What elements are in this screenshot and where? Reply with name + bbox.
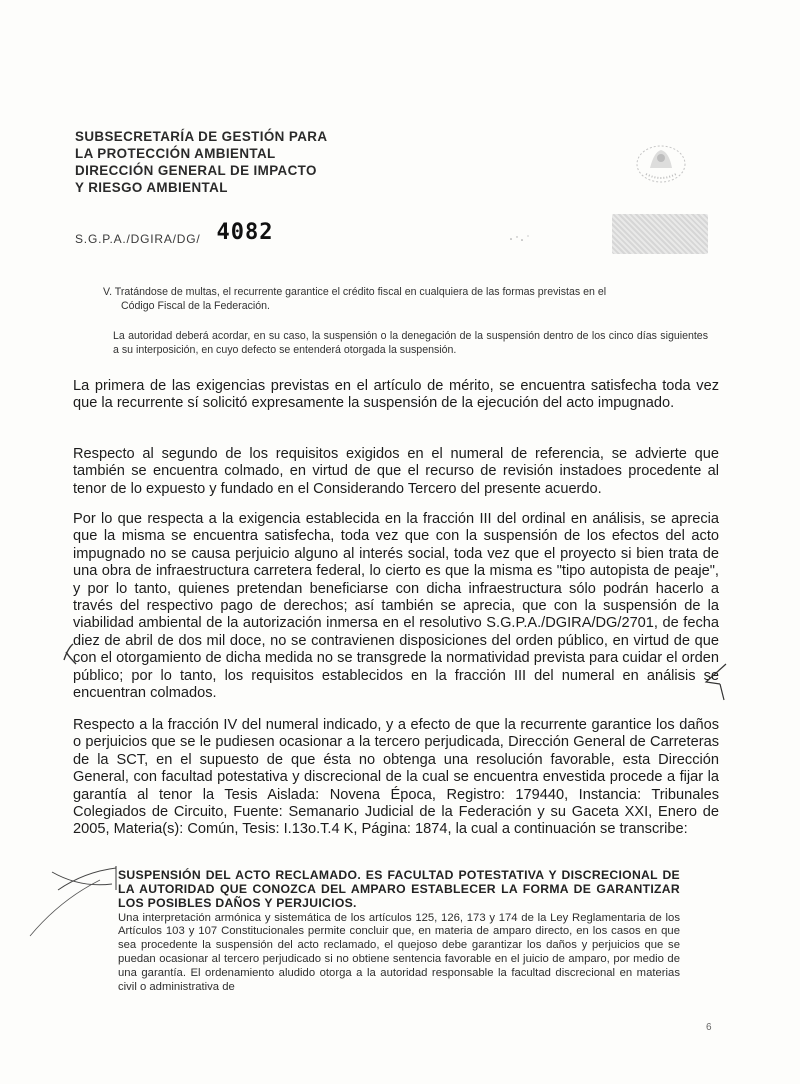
header-line-3: DIRECCIÓN GENERAL DE IMPACTO [75, 163, 317, 178]
paragraph-fraction-iii: Por lo que respecta a la exigencia establecida en la fracción III del ordinal en análisis, se aprecia que la misma se encuentra satisfecha, toda vez que con la suspensión de los efectos del acto impugnado no se causa perjuicio alguno al interés social, toda vez que el proyecto si bien trata de una obra de infraestructura carretera federal, lo cierto es que la misma es "tipo autopista de peaje", y por lo tanto, quienes pretendan beneficiarse con dicha infraestructura sólo podrán hacerlo a través del respectivo pago de derechos; así también se aprecia, que con la suspensión de la viabilidad ambiental de la autorización inmersa en el resolutivo S.G.P.A./DGIRA/DG/2701, de fecha diez de abril de dos mil doce, no se contravienen disposiciones del orden público, en virtud de que con el otorgamiento de dicha medida no se transgrede la normatividad prevista para cuidar el orden público; por lo tanto, los requisitos establecidos en la fracción III del numeral en análisis se encuentran colmados. [73, 511, 719, 702]
coat-of-arms-seal [632, 138, 690, 186]
header-line-1: SUBSECRETARÍA DE GESTIÓN PARA [75, 129, 328, 144]
scan-specks [508, 232, 532, 244]
document-reference [75, 220, 274, 249]
official-stamp [612, 214, 708, 254]
margin-cross-stroke [52, 868, 116, 890]
margin-long-stroke [30, 880, 100, 936]
reference-prefix: S.G.P.A./DGIRA/DG/ [75, 232, 201, 246]
quoted-fraction-v-line-1: V. Tratándose de multas, el recurrente garantice el crédito fiscal en cualquiera de las formas previstas en el [103, 286, 607, 298]
header-line-2: LA PROTECCIÓN AMBIENTAL [75, 146, 276, 161]
page-number: 6 [706, 1022, 712, 1033]
paragraph-fraction-iv: Respecto a la fracción IV del numeral indicado, y a efecto de que la recurrente garantice los daños o perjuicios que se le pudiesen ocasionar a la tercero perjudicada, Dirección General de Carreteras de la SCT, en el supuesto de que ésta no obtenga una resolución favorable, esta Dirección General, con facultad potestativa y discrecional de la cual se encuentra envestida procede a fijar la garantía al tenor la Tesis Aislada: Novena Época, Registro: 179440, Instancia: Tribunales Colegiados de Circuito, Fuente: Semanario Judicial de la Federación y su Gaceta XXI, Enero de 2005, Materia(s): Común, Tesis: I.13o.T.4 K, Página: 1874, la cual a continuación se transcribe: [73, 717, 719, 838]
agency-header [75, 128, 327, 196]
quoted-fraction-v-line-2: Código Fiscal de la Federación. [121, 299, 270, 312]
header-line-4: Y RIESGO AMBIENTAL [75, 180, 228, 195]
quoted-fraction-v [103, 286, 708, 313]
reference-number: 4082 [216, 220, 274, 245]
paragraph-first-requirement: La primera de las exigencias previstas en el artículo de mérito, se encuentra satisfecha toda vez que la recurrente sí solicitó expresamente la suspensión de la ejecución del acto impugnado. [73, 378, 719, 412]
thesis-body: Una interpretación armónica y sistemática de los artículos 125, 126, 173 y 174 de la Ley Reglamentaria de los Artículos 103 y 107 Constitucionales permite concluir que, en materia de amparo directo, en los casos en que sea procedente la suspensión del acto reclamado, el quejoso debe garantizar los daños y perjuicios que se puedan ocasionar al tercero perjudicado si no obtiene sentencia favorable en el juicio de amparo, por medio de una garantía. El ordenamiento aludido otorga a la autoridad responsable la facultad discrecional en materias civil o administrativa de [118, 911, 680, 993]
paragraph-second-requirement: Respecto al segundo de los requisitos exigidos en el numeral de referencia, se advierte que también se encuentra colmado, en virtud de que el recurso de revisión instadoes procedente al tenor de lo expuesto y fundado en el Considerando Tercero del presente acuerdo. [73, 446, 719, 497]
thesis-heading: SUSPENSIÓN DEL ACTO RECLAMADO. ES FACULTAD POTESTATIVA Y DISCRECIONAL DE LA AUTORIDAD QUE CONOZCA DEL AMPARO ESTABLECER LA FORMA DE GARANTIZAR LOS POSIBLES DAÑOS Y PERJUICIOS. [118, 868, 680, 911]
transcribed-thesis [118, 868, 680, 994]
quoted-authority-clause: La autoridad deberá acordar, en su caso, la suspensión o la denegación de la suspensión dentro de los cinco días siguientes a su interposición, en cuyo defecto se entenderá otorgada la suspensión. [113, 330, 708, 356]
